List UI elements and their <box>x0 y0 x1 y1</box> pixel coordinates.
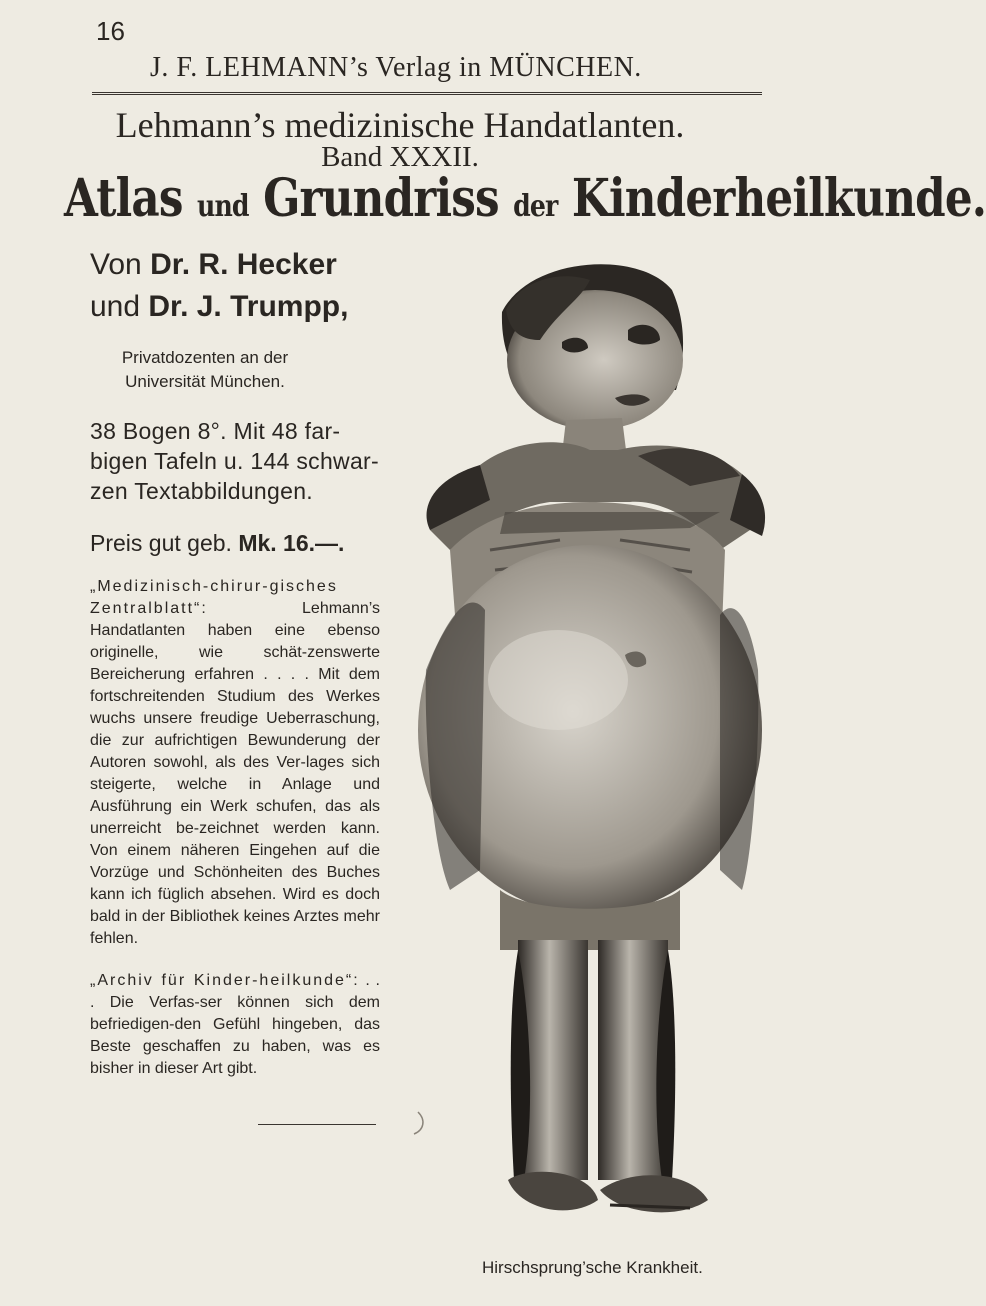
author-hecker: Dr. R. Hecker <box>150 248 337 281</box>
book-title-atlas: Atlas <box>64 168 183 229</box>
book-title-kinderheilkunde: Kinderheilkunde. <box>571 168 986 229</box>
description-column <box>90 244 380 1125</box>
closing-rule <box>258 1124 376 1125</box>
book-title-grundriss: Grundriss <box>263 168 499 229</box>
child-figure <box>414 264 765 1212</box>
series-title: Lehmann’s medizinische Handatlanten. <box>115 105 685 145</box>
author-line-2 <box>90 286 380 328</box>
book-title <box>64 168 986 229</box>
book-title-der: der <box>513 189 558 224</box>
child-photograph <box>390 250 780 1250</box>
author-prefix-und: und <box>90 290 149 323</box>
author-trumpp: Dr. J. Trumpp, <box>148 290 349 323</box>
publisher-line: J. F. LEHMANN’s Verlag in MÜNCHEN. <box>150 52 642 83</box>
authors <box>90 244 380 328</box>
price-amount: Mk. 16.—. <box>238 530 345 556</box>
price <box>90 528 380 558</box>
review-1-source: „Medizinisch-chirur-gisches Zentralblatt“: <box>90 578 338 617</box>
price-label: Preis gut geb. <box>90 530 239 556</box>
review-1 <box>90 576 380 950</box>
author-line-1 <box>90 244 380 286</box>
book-title-und: und <box>196 189 249 224</box>
page-number: 16 <box>96 16 125 46</box>
author-prefix-von: Von <box>90 248 151 281</box>
review-2 <box>90 970 380 1080</box>
affiliation: Privatdozenten an der Universität München. <box>121 348 289 391</box>
review-1-text: Lehmann’s Handatlanten haben eine ebenso originelle, wie schät-zenswerte Bereicherung erfahren . . . . Mit dem fortschreitenden Studium des Werkes wuchs unsere freudige Ueberraschung, die zur aufrichtigen Bewunderung der Autoren sowohl, als des Ver-lages sich steigerte, welche in Anlage und Ausführung ein Werk schufen, das als unerreicht be-zeichnet werden kann. Von einem näheren Eingehen auf die Vorzüge und Schönheiten des Buches kann ich füglich absehen. Wird es doch bald in der Bibliothek keines Arztes mehr fehlen. <box>90 600 380 947</box>
review-2-source: „Archiv für Kinder-heilkunde“: <box>90 972 360 989</box>
figure-caption: Hirschsprung’sche Krankheit. <box>482 1258 703 1277</box>
volume-label: Band XXXII. <box>321 141 479 173</box>
header-rule <box>92 92 762 95</box>
review-2-text: . . . Die Verfas-ser können sich dem befriedigen-den Gefühl hingeben, das Beste geschaffen zu haben, was es bisher in dieser Art gibt. <box>90 972 380 1077</box>
extent: 38 Bogen 8°. Mit 48 far-bigen Tafeln u. 144 schwar-zen Textabbildungen. <box>90 418 379 504</box>
